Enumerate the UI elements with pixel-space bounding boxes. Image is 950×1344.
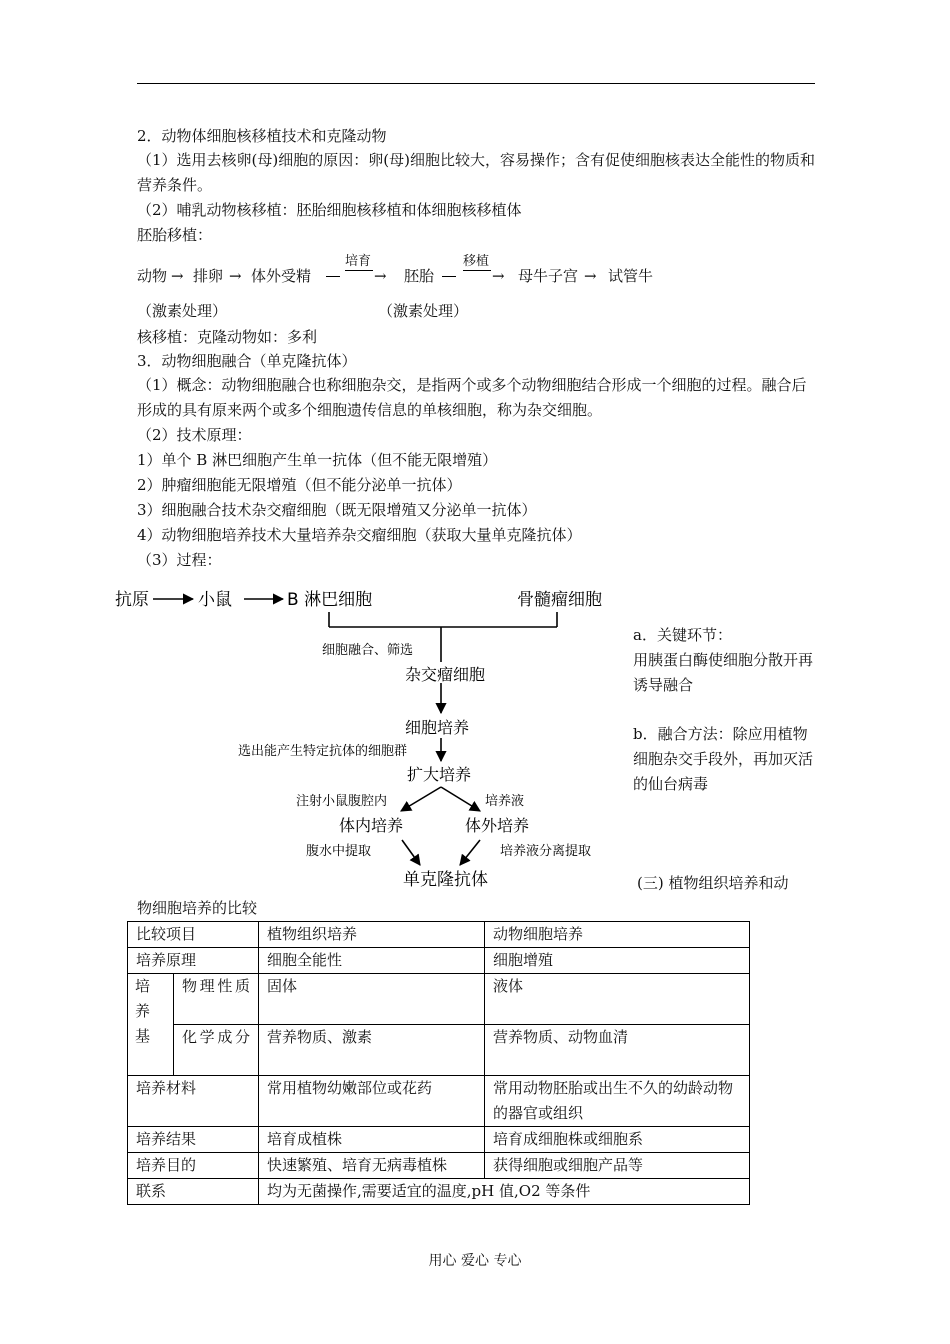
flow-label-underline [345, 270, 373, 271]
table-row [128, 1153, 750, 1179]
principle-item: 4）动物细胞培养技术大量培养杂交瘤细胞（获取大量单克隆抗体） [137, 526, 582, 544]
note-a-title: a．关键环节： [633, 626, 732, 644]
arrow-invitro-mab [460, 840, 480, 865]
section-2-reason: （1）选用去核卵(母)细胞的原因：卵(母)细胞比较大，容易操作；含有促使细胞核表达全能性的物质和营养条件。 [137, 151, 815, 194]
table-cell: 动物细胞培养 [485, 922, 750, 948]
flow-step-uterus: 母牛子宫 [518, 267, 579, 285]
section-three-heading-part2: 物细胞培养的比较 [137, 899, 258, 917]
flow-dash [442, 276, 456, 277]
comparison-table [127, 921, 750, 1205]
flow-label-transfer: 移植 [463, 254, 490, 269]
table-cell: 液体 [485, 974, 750, 1025]
table-cell: 培养结果 [128, 1127, 259, 1153]
flow-step-test-tube-cow: 试管牛 [608, 267, 654, 285]
note-b-text: b．融合方法：除应用植物细胞杂交手段外，再加灭活的仙台病毒 [633, 725, 814, 793]
table-cell [174, 974, 259, 1025]
section-2-mammal: （2）哺乳动物核移植：胚胎细胞核移植和体细胞核移植体 [137, 201, 522, 219]
table-row [128, 1025, 750, 1076]
diagram-ascites-label: 腹水中提取 [306, 844, 372, 859]
table-row [128, 1127, 750, 1153]
diagram-mab: 单克隆抗体 [403, 870, 488, 890]
table-row [128, 974, 750, 1025]
table-cell: 营养物质、动物血清 [485, 1025, 750, 1076]
table-cell: 细胞全能性 [259, 948, 485, 974]
flow-label-cultivate: 培育 [345, 254, 372, 269]
table-cell: 培养原理 [128, 948, 259, 974]
header-rule [137, 83, 815, 84]
diagram-expand: 扩大培养 [407, 765, 472, 784]
principle-item: 1）单个 B 淋巴细胞产生单一抗体（但不能无限增殖） [137, 451, 498, 469]
physical-label: 物理性质 [182, 977, 251, 995]
section-3-concept: （1）概念：动物细胞融合也称细胞杂交，是指两个或多个动物细胞结合形成一个细胞的过程。融合后形成的具有原来两个或多个细胞遗传信息的单核细胞，称为杂交细胞。 [137, 376, 807, 419]
diagram-medium-label: 培养液 [485, 794, 525, 809]
diagram-inject-label: 注射小鼠腹腔内 [296, 794, 388, 809]
diagram-select-label: 选出能产生特定抗体的细胞群 [238, 744, 408, 759]
section-2-heading: 2．动物体细胞核移植技术和克隆动物 [137, 127, 387, 145]
table-cell: 固体 [259, 974, 485, 1025]
table-header-row [128, 922, 750, 948]
table-cell: 植物组织培养 [259, 922, 485, 948]
hormone-note-2: （激素处理） [378, 302, 469, 320]
diagram-mouse: 小鼠 [198, 590, 232, 610]
flow-arrow-icon: → [374, 267, 387, 285]
flow-arrow-icon: → [171, 267, 184, 285]
table-cell: 营养物质、激素 [259, 1025, 485, 1076]
flow-step-ivf: 体外受精 [251, 267, 312, 285]
flow-arrow-icon: → [229, 267, 242, 285]
diagram-hybridoma: 杂交瘤细胞 [405, 665, 486, 684]
arrow-expand-invivo [401, 787, 441, 811]
medium-group-label: 培养基 [135, 977, 151, 1045]
table-cell: 快速繁殖、培育无病毒植株 [259, 1153, 485, 1179]
flow-label-underline [463, 270, 491, 271]
table-cell: 常用动物胚胎或出生不久的幼龄动物的器官或组织 [485, 1076, 750, 1127]
process-label: （3）过程： [137, 551, 222, 569]
flow-step-embryo: 胚胎 [404, 267, 435, 285]
table-row [128, 1076, 750, 1127]
hormone-note-1: （激素处理） [137, 302, 228, 320]
page-footer: 用心 爱心 专心 [428, 1253, 522, 1269]
flow-arrow-icon: → [492, 267, 505, 285]
table-cell [174, 1025, 259, 1076]
table-cell: 均为无菌操作,需要适宜的温度,pH 值,O2 等条件 [259, 1179, 750, 1205]
diagram-cell-culture: 细胞培养 [405, 718, 470, 737]
principle-item: 2）肿瘤细胞能无限增殖（但不能分泌单一抗体） [137, 476, 462, 494]
table-cell: 获得细胞或细胞产品等 [485, 1153, 750, 1179]
diagram-fusion-label: 细胞融合、筛选 [322, 643, 414, 658]
table-row [128, 948, 750, 974]
diagram-myeloma: 骨髓瘤细胞 [517, 590, 602, 610]
section-three-heading-part1: (三) 植物组织培养和动 [637, 874, 789, 892]
nuclear-transfer: 核移植：克隆动物如：多利 [137, 328, 318, 346]
diagram-medium-extract-label: 培养液分离提取 [500, 844, 592, 859]
principle-item: 3）细胞融合技术杂交瘤细胞（既无限增殖又分泌单一抗体） [137, 501, 537, 519]
table-row [128, 1179, 750, 1205]
diagram-in-vivo: 体内培养 [339, 816, 404, 835]
table-cell: 比较项目 [128, 922, 259, 948]
flow-step-ovulation: 排卵 [193, 267, 224, 285]
table-cell: 联系 [128, 1179, 259, 1205]
table-cell: 培育成植株 [259, 1127, 485, 1153]
embryo-transfer-label: 胚胎移植： [137, 226, 213, 244]
arrow-invivo-mab [402, 840, 420, 865]
diagram-antigen: 抗原 [115, 590, 149, 610]
arrow-expand-invitro [441, 787, 480, 811]
table-cell: 培育成细胞株或细胞系 [485, 1127, 750, 1153]
table-cell: 常用植物幼嫩部位或花药 [259, 1076, 485, 1127]
table-cell: 培养目的 [128, 1153, 259, 1179]
principle-label: （2）技术原理： [137, 426, 252, 444]
flow-dash [326, 276, 340, 277]
monoclonal-antibody-diagram [0, 575, 640, 900]
diagram-in-vitro: 体外培养 [465, 816, 530, 835]
chemical-label: 化学成分 [182, 1028, 251, 1046]
note-a-text: 用胰蛋白酶使细胞分散开再诱导融合 [633, 651, 814, 694]
flow-arrow-icon: → [584, 267, 597, 285]
flow-step-animal: 动物 [137, 267, 168, 285]
diagram-b-lymphocyte: B 淋巴细胞 [287, 590, 373, 610]
table-cell-medium-group [128, 974, 174, 1076]
section-3-heading: 3．动物细胞融合（单克隆抗体） [137, 352, 357, 370]
table-cell: 细胞增殖 [485, 948, 750, 974]
table-cell: 培养材料 [128, 1076, 259, 1127]
